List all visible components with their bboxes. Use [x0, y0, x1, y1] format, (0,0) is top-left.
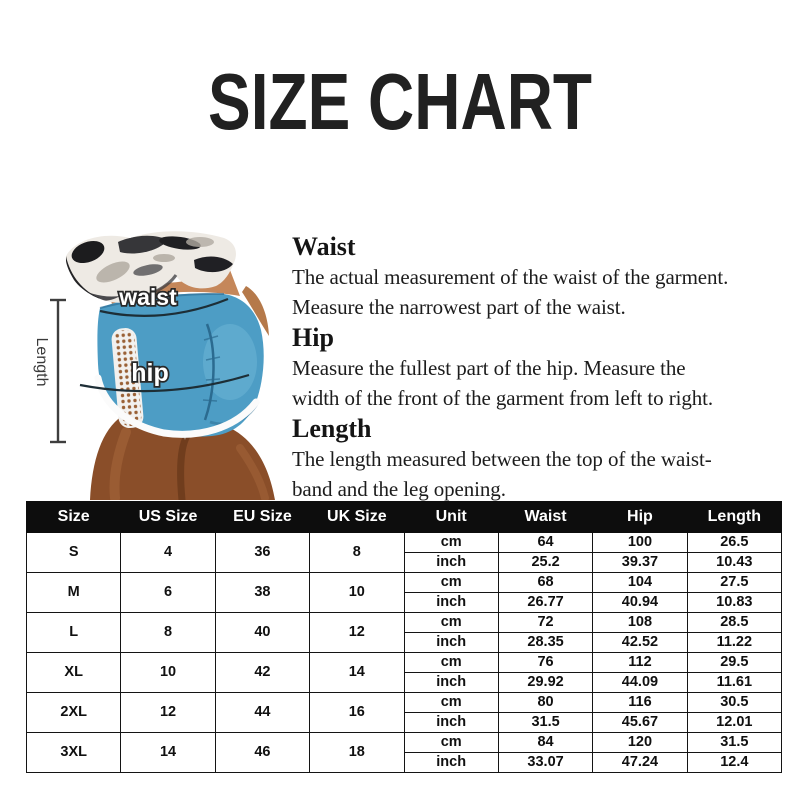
cell-eu-size: 44	[215, 693, 309, 733]
cell-waist: 84	[498, 733, 592, 753]
cell-hip: 120	[593, 733, 687, 753]
guide-line: The actual measurement of the waist of the garment.	[292, 265, 729, 289]
cell-waist: 31.5	[498, 713, 592, 733]
col-header-waist: Waist	[498, 502, 592, 533]
cell-us-size: 4	[121, 533, 215, 573]
cell-length: 29.5	[687, 653, 781, 673]
cell-unit: cm	[404, 533, 498, 553]
guide-text-hip	[292, 354, 778, 413]
guide-line: Measure the fullest part of the hip. Measure the	[292, 356, 686, 380]
cell-length: 26.5	[687, 533, 781, 553]
cell-length: 10.43	[687, 553, 781, 573]
cell-unit: cm	[404, 693, 498, 713]
scrunch-tick-4	[203, 400, 217, 401]
guide-text-waist	[292, 263, 778, 322]
cell-unit: cm	[404, 733, 498, 753]
cell-length: 12.01	[687, 713, 781, 733]
guide-line: band and the leg opening.	[292, 476, 506, 501]
cell-size: L	[27, 613, 121, 653]
cell-waist: 33.07	[498, 753, 592, 773]
cell-uk-size: 10	[310, 573, 404, 613]
cell-hip: 45.67	[593, 713, 687, 733]
cell-unit: inch	[404, 713, 498, 733]
cell-eu-size: 46	[215, 733, 309, 773]
cell-size: M	[27, 573, 121, 613]
guide-heading-hip: Hip	[292, 323, 334, 352]
cell-waist: 80	[498, 693, 592, 713]
cell-unit: inch	[404, 753, 498, 773]
hip-label: hip	[131, 359, 169, 387]
cell-hip: 116	[593, 693, 687, 713]
guide-text-length	[292, 445, 778, 504]
table-header-row	[27, 502, 782, 533]
model-photo-illustration	[28, 230, 278, 500]
cell-uk-size: 14	[310, 653, 404, 693]
cell-waist: 64	[498, 533, 592, 553]
table-row	[27, 653, 782, 673]
cell-hip: 42.52	[593, 633, 687, 653]
cell-length: 31.5	[687, 733, 781, 753]
cell-eu-size: 42	[215, 653, 309, 693]
cell-length: 27.5	[687, 573, 781, 593]
cell-hip: 104	[593, 573, 687, 593]
measurement-guide	[292, 231, 778, 504]
cell-us-size: 10	[121, 653, 215, 693]
cell-hip: 100	[593, 533, 687, 553]
size-table	[26, 501, 782, 773]
col-header-unit: Unit	[404, 502, 498, 533]
table-row	[27, 693, 782, 713]
cell-size: 3XL	[27, 733, 121, 773]
col-header-length: Length	[687, 502, 781, 533]
table-row	[27, 573, 782, 593]
cell-length: 12.4	[687, 753, 781, 773]
cell-length: 10.83	[687, 593, 781, 613]
cell-uk-size: 8	[310, 533, 404, 573]
cell-unit: inch	[404, 633, 498, 653]
guide-line: The length measured between the top of the waist-	[292, 447, 712, 471]
cell-length: 11.22	[687, 633, 781, 653]
cell-hip: 39.37	[593, 553, 687, 573]
col-header-us-size: US Size	[121, 502, 215, 533]
cell-hip: 47.24	[593, 753, 687, 773]
cell-hip: 40.94	[593, 593, 687, 613]
length-measure-bracket	[50, 300, 66, 442]
cell-waist: 68	[498, 573, 592, 593]
guide-line: Measure the narrowest part of the waist.	[292, 294, 626, 319]
cell-waist: 28.35	[498, 633, 592, 653]
table-row	[27, 533, 782, 553]
cell-hip: 112	[593, 653, 687, 673]
guide-line: width of the front of the garment from left to right.	[292, 385, 714, 410]
cell-unit: inch	[404, 593, 498, 613]
table-row	[27, 733, 782, 753]
cell-us-size: 12	[121, 693, 215, 733]
cell-waist: 72	[498, 613, 592, 633]
cell-size: S	[27, 533, 121, 573]
cell-eu-size: 38	[215, 573, 309, 613]
col-header-size: Size	[27, 502, 121, 533]
cell-waist: 26.77	[498, 593, 592, 613]
col-header-uk-size: UK Size	[310, 502, 404, 533]
cell-length: 11.61	[687, 673, 781, 693]
cell-us-size: 14	[121, 733, 215, 773]
scrunch-tick-3	[206, 379, 220, 380]
cell-waist: 76	[498, 653, 592, 673]
cell-eu-size: 36	[215, 533, 309, 573]
product-figure	[28, 230, 278, 500]
cell-waist: 29.92	[498, 673, 592, 693]
cell-unit: inch	[404, 553, 498, 573]
cell-unit: cm	[404, 653, 498, 673]
cell-size: XL	[27, 653, 121, 693]
cell-hip: 44.09	[593, 673, 687, 693]
cell-hip: 108	[593, 613, 687, 633]
cell-length: 28.5	[687, 613, 781, 633]
col-header-eu-size: EU Size	[215, 502, 309, 533]
waist-label: waist	[119, 284, 177, 310]
cell-us-size: 6	[121, 573, 215, 613]
col-header-hip: Hip	[593, 502, 687, 533]
table-row	[27, 613, 782, 633]
length-label: Length	[32, 337, 50, 387]
guide-heading-waist: Waist	[292, 232, 356, 261]
cell-us-size: 8	[121, 613, 215, 653]
guide-heading-length: Length	[292, 414, 372, 443]
page-title: SIZE CHART	[208, 57, 592, 146]
cell-length: 30.5	[687, 693, 781, 713]
cell-unit: inch	[404, 673, 498, 693]
cell-uk-size: 18	[310, 733, 404, 773]
cell-uk-size: 16	[310, 693, 404, 733]
cell-unit: cm	[404, 573, 498, 593]
cell-eu-size: 40	[215, 613, 309, 653]
cell-uk-size: 12	[310, 613, 404, 653]
cell-waist: 25.2	[498, 553, 592, 573]
cell-size: 2XL	[27, 693, 121, 733]
cell-unit: cm	[404, 613, 498, 633]
